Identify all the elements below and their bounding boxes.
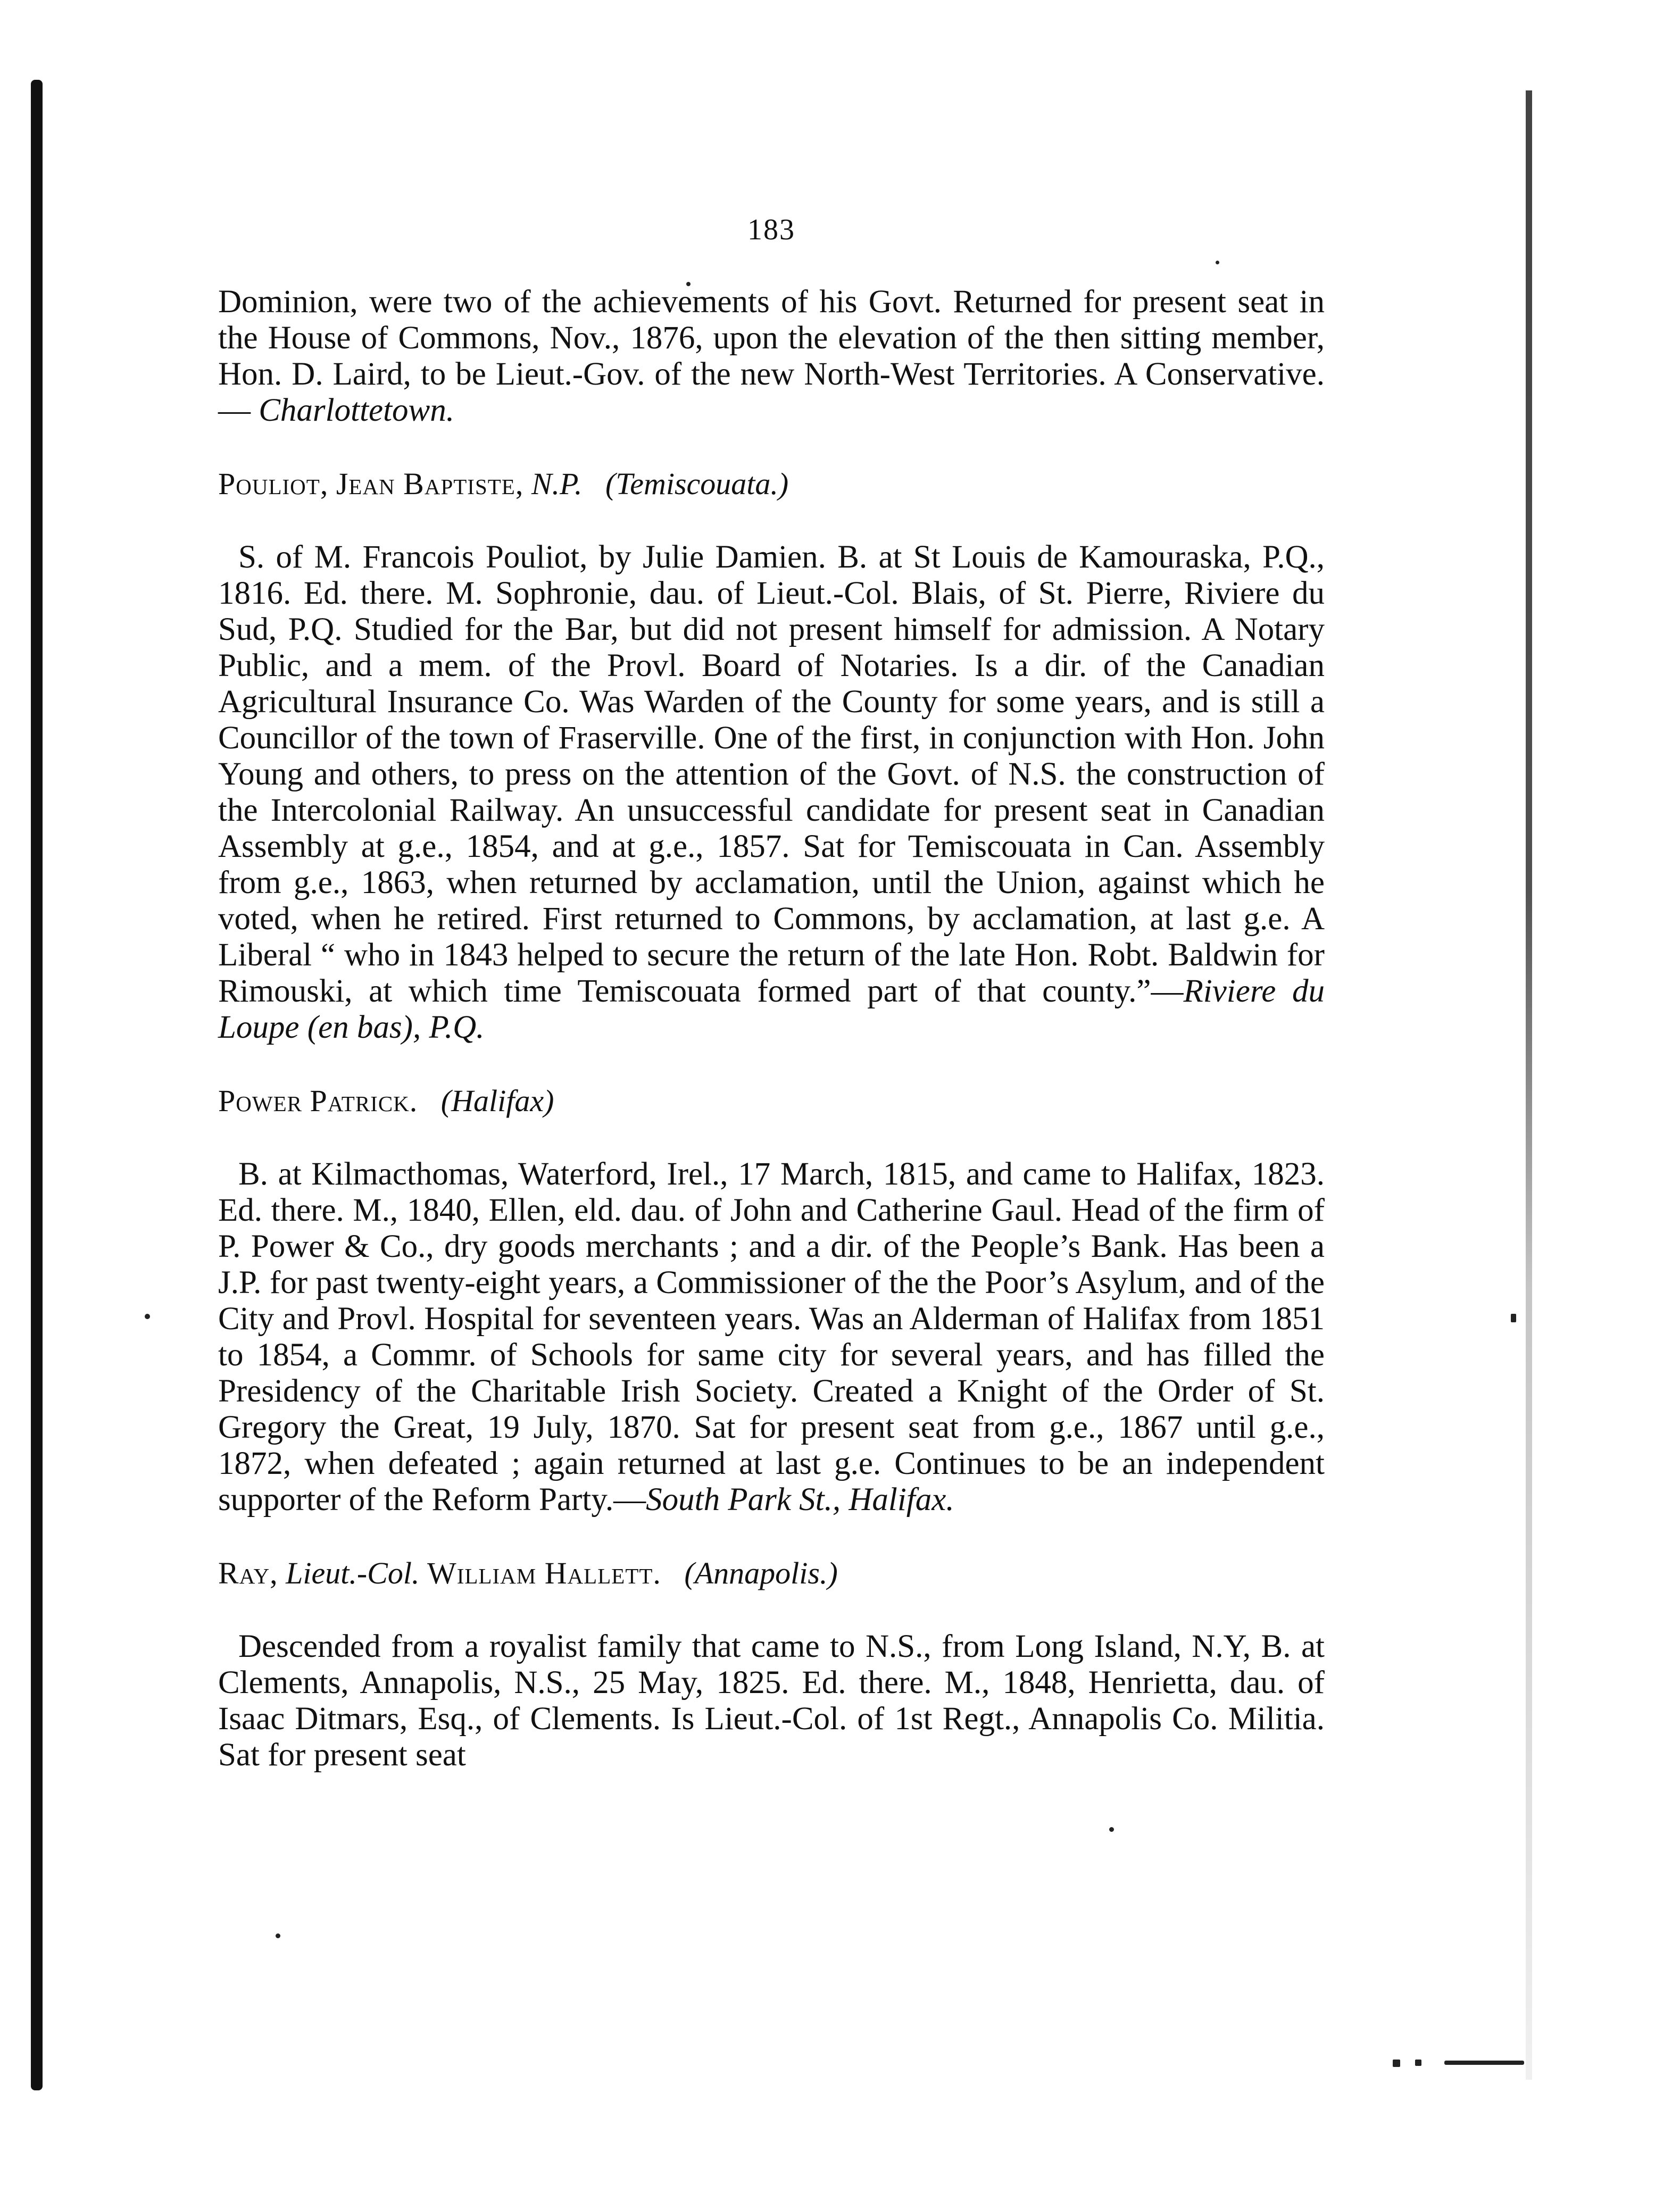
entry-text: B. at Kilmacthomas, Waterford, Irel., 17 March, 1815, and came to Halifax, 1823. Ed. there. M., 1840, Ellen, eld. dau. of John and Catherine Gaul. Head of the firm of P. Power & Co., dry goods merchants ; and a dir. of the People’s Bank. Has been a J.P. for past twenty-eight years, a Commissioner of the the Poor’s Asylum, and of the City and Provl. Hospital for seventeen years. Was an Alderman of Halifax from 1851 to 1854, a Commr. of Schools for same city for several years, and has filled the Presidency of the Charitable Irish Society. Created a Knight of the Order of St. Gregory the Great, 19 July, 1870. Sat for present seat from g.e., 1867 until g.e., 1872, when defeated ; again returned at last g.e. Continues to be an independent supporter of the Reform Party.— (218, 1156, 1325, 1518)
scan-speck (145, 1314, 150, 1319)
entry-heading-ray (218, 1555, 1325, 1591)
entry-constituency: (Halifax) (440, 1083, 554, 1118)
entry-heading-power (218, 1083, 1325, 1119)
scan-speck (1444, 2061, 1524, 2065)
entry-constituency: (Temiscouata.) (605, 466, 789, 501)
entry-paragraph-ray (218, 1629, 1325, 1773)
entry-paragraph-power (218, 1156, 1325, 1518)
entry-text: S. of M. Francois Pouliot, by Julie Damien. B. at St Louis de Kamouraska, P.Q., 1816. Ed. there. M. Sophronie, dau. of Lieut.-Col. Blais, of St. Pierre, Riviere du Sud, P.Q. Studied for the Bar, but did not present himself for admission. A Notary Public, and a mem. of the Provl. Board of Notaries. Is a dir. of the Canadian Agricultural Insurance Co. Was Warden of the County for some years, and is still a Councillor of the town of Fraserville. One of the first, in conjunction with Hon. John Young and others, to press on the attention of the Govt. of N.S. the construction of the Intercolonial Railway. An unsuccessful candidate for present seat in Canadian Assembly at g.e., 1854, and at g.e., 1857. Sat for Temiscouata in Can. Assembly from g.e., 1863, when returned by acclamation, until the Union, against which he voted, when he retired. First returned to Commons, by acclamation, at last g.e. A Liberal “ who in 1843 helped to secure the return of the late Hon. Robt. Baldwin for Rimouski, at which time Temiscouata formed part of that county.”— (218, 539, 1325, 1009)
scan-speck (1415, 2060, 1421, 2066)
entry-heading-pouliot (218, 466, 1325, 502)
entry-surname: Ray, (218, 1556, 278, 1590)
entry-residence: Riviere du Loupe (en bas), P.Q. (218, 973, 1325, 1045)
entry-given-name: Jean Baptiste, (336, 466, 524, 501)
entry-title: N.P. (531, 466, 583, 501)
continuation-text: Dominion, were two of the achievements of his Govt. Returned for present seat in the House of Commons, Nov., 1876, upon the elevation of the then sitting member, Hon. D. Laird, to be Lieut.-Gov. of the new North-West Territories. A Conservative.— (218, 284, 1325, 428)
page-number: 183 (747, 213, 795, 246)
scan-speck (1511, 1314, 1516, 1322)
scan-speck (276, 1933, 280, 1938)
scan-edge-left (31, 80, 43, 2090)
entry-constituency: (Annapolis.) (684, 1556, 838, 1590)
scan-speck (1393, 2060, 1400, 2067)
entry-given-name: William Hallett. (427, 1556, 661, 1590)
entry-given-name: Patrick. (310, 1083, 418, 1118)
scan-speck (1109, 1827, 1114, 1832)
entry-surname: Pouliot, (218, 466, 329, 501)
text-block (218, 213, 1325, 1773)
entry-paragraph-pouliot (218, 539, 1325, 1046)
entry-text: Descended from a royalist family that came to N.S., from Long Island, N.Y, B. at Clements, Annapolis, N.S., 25 May, 1825. Ed. there. M., 1848, Henrietta, dau. of Isaac Ditmars, Esq., of Clements. Is Lieut.-Col. of 1st Regt., Annapolis Co. Militia. Sat for present seat (218, 1629, 1325, 1773)
entry-residence: South Park St., Halifax. (646, 1482, 954, 1518)
entry-given-prefix: Lieut.-Col. (286, 1556, 420, 1590)
continuation-paragraph (218, 284, 1325, 429)
entry-surname: Power (218, 1083, 302, 1118)
continuation-residence: Charlottetown. (259, 393, 454, 428)
scan-edge-right (1526, 90, 1532, 2080)
